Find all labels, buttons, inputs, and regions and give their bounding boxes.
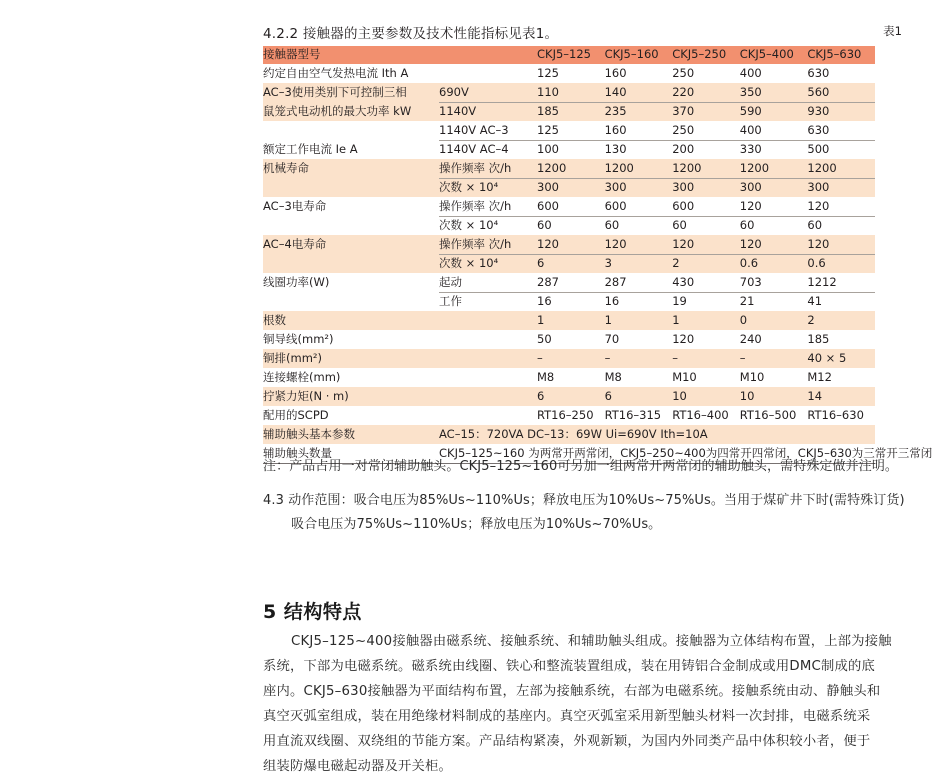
- cell-value: 200: [672, 142, 695, 157]
- row-label: [263, 254, 439, 273]
- row-sublabel: [439, 311, 537, 330]
- cell-value: 2: [807, 312, 815, 327]
- cell-value: 1200: [740, 159, 808, 178]
- cell-value: 400: [739, 65, 762, 80]
- cell-value: 125: [537, 121, 605, 140]
- cell-value: 0.6: [807, 256, 826, 271]
- cell-value: 120: [672, 331, 695, 346]
- row-label: 约定自由空气发热电流 Ith A: [263, 65, 409, 80]
- row-label: 拧紧力矩(N · m): [263, 388, 349, 403]
- cell-value: 300: [672, 180, 695, 195]
- cell-value: 160: [604, 65, 627, 80]
- table-row: [263, 349, 875, 368]
- cell-value: 220: [672, 83, 740, 102]
- cell-value: 110: [537, 83, 605, 102]
- cell-value: 1200: [672, 159, 740, 178]
- cell-value: 330: [739, 142, 762, 157]
- cell-value: 0.6: [739, 256, 759, 271]
- row-wide-text: AC–15：720VA DC–13：69W Ui=690V Ith=10A: [439, 426, 708, 441]
- table-row: [263, 121, 875, 140]
- table-row: [263, 368, 875, 387]
- cell-value: 120: [537, 235, 605, 254]
- cell-value: 50: [537, 331, 552, 346]
- cell-value: 10: [672, 388, 687, 403]
- table-row: [263, 273, 875, 292]
- table-row: [263, 216, 875, 235]
- cell-value: 1: [672, 312, 680, 327]
- note-auxiliary-contacts: 注：产品占用一对常闭辅助触头。CKJ5–125~160可另加一组两常开两常闭的辅助触头，需特殊定做并注明。: [263, 459, 899, 474]
- row-sublabel: 操作频率 次/h: [439, 197, 537, 216]
- cell-value: 120: [605, 235, 673, 254]
- row-sublabel: 1140V: [439, 104, 477, 119]
- cell-value: 120: [740, 197, 808, 216]
- note-operating-range-line1: 4.3 动作范围：吸合电压为85%Us~110%Us；释放电压为10%Us~75%Us。当用于煤矿井下时(需特殊订货): [263, 493, 905, 508]
- body-line-2: 座内。CKJ5–630接触器为平面结构布置，左部为接触系统，右部为电磁系统。接触系统由动、静触头和: [263, 684, 881, 699]
- cell-value: 370: [672, 104, 695, 119]
- table-row: [263, 197, 875, 216]
- cell-value: RT16–630: [807, 407, 864, 422]
- cell-value: 120: [740, 235, 808, 254]
- header-label: 接触器型号: [263, 47, 321, 62]
- row-label: 铜排(mm²): [263, 350, 322, 365]
- row-label: 鼠笼式电动机的最大功率 kW: [263, 103, 412, 118]
- cell-value: 350: [740, 83, 808, 102]
- row-label: [263, 292, 439, 311]
- cell-value: RT16–315: [604, 407, 662, 422]
- contactor-spec-table: [263, 46, 933, 463]
- row-label: AC–3使用类别下可控制三相: [263, 84, 407, 99]
- row-label: AC–3电寿命: [263, 198, 327, 213]
- section-heading-5: 5 结构特点: [263, 601, 362, 623]
- cell-value: 240: [739, 331, 762, 346]
- cell-value: –: [537, 350, 543, 365]
- cell-value: 14: [807, 388, 823, 403]
- body-line-1: 系统，下部为电磁系统。磁系统由线圈、铁心和整流装置组成，装在用铸铝合金制成或用DMC制成的底: [263, 659, 875, 674]
- cell-value: 630: [807, 65, 830, 80]
- cell-value: 60: [739, 218, 755, 233]
- row-label: 额定工作电流 Ie A: [263, 141, 358, 156]
- cell-value: 1: [537, 312, 545, 327]
- row-sublabel: [439, 406, 537, 425]
- cell-value: 600: [672, 197, 740, 216]
- cell-value: 6: [537, 256, 545, 271]
- row-sublabel: [439, 368, 537, 387]
- row-sublabel: 次数 × 10⁴: [439, 218, 499, 233]
- table-body: [263, 64, 933, 463]
- row-label: 线圈功率(W): [263, 274, 330, 289]
- row-label: 连接螺栓(mm): [263, 369, 341, 384]
- row-label: 配用的SCPD: [263, 407, 329, 422]
- table-row: [263, 254, 875, 273]
- body-line-4: 用直流双线圈、双绕组的节能方案。产品结构紧凑，外观新颖，为国内外同类产品中体积较小者，便于: [263, 734, 871, 749]
- row-label: 铜导线(mm²): [263, 331, 334, 346]
- cell-value: 125: [537, 65, 559, 80]
- cell-value: 287: [537, 273, 605, 292]
- cell-value: 185: [537, 104, 559, 119]
- cell-value: 70: [604, 331, 620, 346]
- cell-value: M12: [807, 369, 832, 384]
- cell-value: 300: [739, 180, 762, 195]
- cell-value: 2: [672, 256, 680, 271]
- cell-value: 287: [605, 273, 673, 292]
- cell-value: –: [604, 350, 611, 365]
- cell-value: 100: [537, 142, 559, 157]
- header-model-3: CKJ5–400: [739, 47, 794, 62]
- cell-value: 250: [672, 65, 695, 80]
- table-row: [263, 64, 875, 83]
- spec-table-wrapper: [263, 46, 933, 464]
- cell-value: 60: [672, 218, 687, 233]
- table-row: [263, 83, 875, 102]
- row-sublabel: 1140V AC–4: [439, 142, 509, 157]
- row-label: 辅助触头数量: [263, 445, 332, 460]
- header-sub: [439, 46, 537, 64]
- row-sublabel: [439, 349, 537, 368]
- cell-value: 120: [807, 197, 875, 216]
- header-model-4: CKJ5–630: [807, 47, 862, 62]
- cell-value: 60: [807, 218, 823, 233]
- cell-value: M8: [537, 369, 555, 384]
- table-row: [263, 235, 875, 254]
- body-line-3: 真空灭弧室组成，装在用绝缘材料制成的基座内。真空灭弧室采用新型触头材料一次封排，电磁系统采: [263, 709, 871, 724]
- cell-value: 1200: [605, 159, 673, 178]
- row-label: 根数: [263, 312, 286, 327]
- cell-value: 703: [740, 273, 808, 292]
- row-sublabel: [439, 387, 537, 406]
- cell-value: 1200: [537, 159, 605, 178]
- header-model-2: CKJ5–250: [672, 47, 727, 62]
- row-sublabel: 操作频率 次/h: [439, 159, 537, 178]
- table-row: [263, 387, 875, 406]
- cell-value: M8: [604, 369, 622, 384]
- table-header-row: [263, 46, 875, 64]
- cell-value: 500: [807, 142, 830, 157]
- cell-value: 1200: [807, 159, 875, 178]
- table-row: [263, 140, 875, 159]
- cell-value: 60: [537, 218, 552, 233]
- section-heading-4-2-2: 4.2.2 接触器的主要参数及技术性能指标见表1。: [263, 26, 559, 42]
- body-line-0: CKJ5–125~400接触器由磁系统、接触系统、和辅助触头组成。接触器为立体结构布置，上部为接触: [291, 634, 892, 649]
- cell-value: RT16–500: [739, 407, 797, 422]
- cell-value: 160: [605, 121, 673, 140]
- cell-value: 3: [604, 256, 612, 271]
- cell-value: 400: [740, 121, 808, 140]
- cell-value: 235: [604, 104, 627, 119]
- cell-value: 19: [672, 294, 687, 309]
- row-sublabel: 操作频率 次/h: [439, 235, 537, 254]
- row-sublabel: 工作: [439, 294, 462, 309]
- cell-value: 185: [807, 331, 830, 346]
- row-sublabel: 1140V AC–3: [439, 121, 537, 140]
- header-model-1: CKJ5–160: [604, 47, 659, 62]
- cell-value: 16: [604, 294, 620, 309]
- cell-value: 140: [605, 83, 673, 102]
- cell-value: 6: [604, 388, 612, 403]
- cell-value: 120: [807, 235, 875, 254]
- header-model-0: CKJ5–125: [537, 47, 591, 62]
- cell-value: 40 × 5: [807, 350, 847, 365]
- cell-value: M10: [739, 369, 765, 384]
- row-sublabel: 690V: [439, 83, 537, 102]
- cell-value: 300: [537, 180, 559, 195]
- row-sublabel: 起动: [439, 273, 537, 292]
- row-label: 辅助触头基本参数: [263, 426, 355, 441]
- cell-value: 600: [537, 197, 605, 216]
- cell-value: 21: [739, 294, 755, 309]
- cell-value: 600: [605, 197, 673, 216]
- cell-value: –: [739, 350, 746, 365]
- row-label: 机械寿命: [263, 160, 309, 175]
- cell-value: 1212: [807, 273, 875, 292]
- note-operating-range-line2: 吸合电压为75%Us~110%Us；释放电压为10%Us~70%Us。: [291, 517, 662, 532]
- table-row: [263, 406, 875, 425]
- cell-value: M10: [672, 369, 697, 384]
- cell-value: RT16–250: [537, 407, 594, 422]
- table-row: [263, 178, 875, 197]
- table-row: [263, 311, 875, 330]
- row-label: [263, 121, 439, 140]
- table-row: [263, 330, 875, 349]
- table-head: [263, 46, 875, 64]
- cell-value: 560: [807, 83, 875, 102]
- body-line-5: 组装防爆电磁起动器及开关柜。: [263, 759, 452, 774]
- table-row: [263, 292, 875, 311]
- row-sublabel: 次数 × 10⁴: [439, 180, 499, 195]
- cell-value: 300: [604, 180, 627, 195]
- cell-value: 60: [604, 218, 620, 233]
- row-wide-text: CKJ5–125~160 为两常开两常闭，CKJ5–250~400为四常开四常闭，CKJ5–630为三常开三常闭: [439, 445, 933, 460]
- cell-value: 6: [537, 388, 545, 403]
- row-sublabel: [439, 330, 537, 349]
- cell-value: 10: [739, 388, 755, 403]
- cell-value: RT16–400: [672, 407, 729, 422]
- row-sublabel: [439, 64, 537, 83]
- table-caption: 表1: [883, 24, 902, 38]
- row-sublabel: 次数 × 10⁴: [439, 256, 499, 271]
- cell-value: 250: [672, 121, 740, 140]
- table-row: [263, 102, 875, 121]
- row-label: AC–4电寿命: [263, 236, 327, 251]
- table-row-wide: [263, 425, 875, 444]
- cell-value: 590: [739, 104, 762, 119]
- cell-value: 120: [672, 235, 740, 254]
- cell-value: 930: [807, 104, 830, 119]
- table-row: [263, 159, 875, 178]
- cell-value: 130: [604, 142, 627, 157]
- cell-value: 300: [807, 180, 830, 195]
- cell-value: 1: [604, 312, 612, 327]
- cell-value: 630: [807, 121, 875, 140]
- row-label: [263, 178, 439, 197]
- cell-value: 41: [807, 294, 823, 309]
- row-label: [263, 216, 439, 235]
- cell-value: –: [672, 350, 678, 365]
- cell-value: 16: [537, 294, 552, 309]
- cell-value: 430: [672, 273, 740, 292]
- cell-value: 0: [739, 312, 748, 327]
